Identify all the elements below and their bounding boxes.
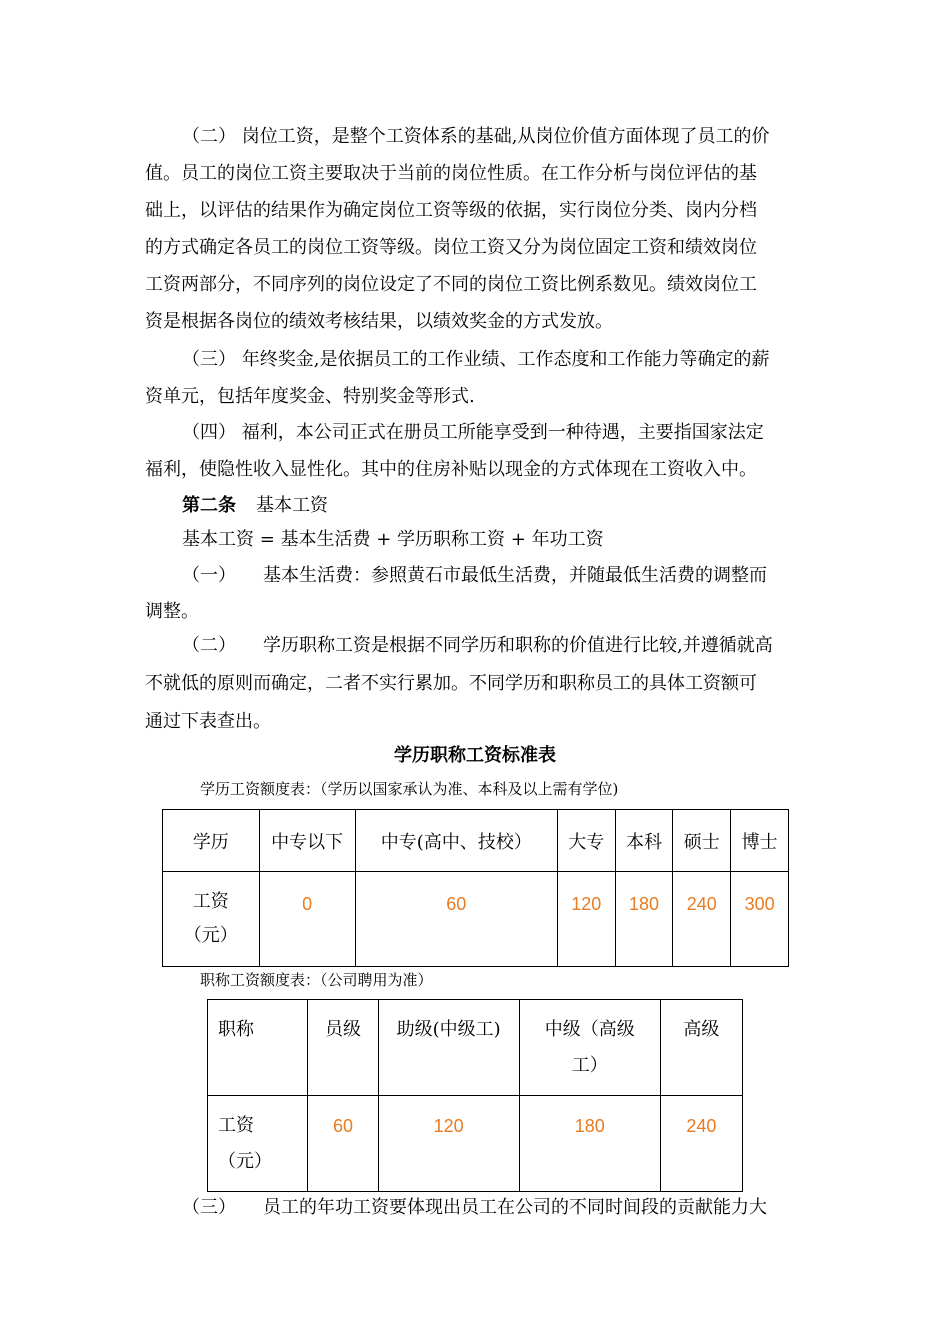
header-cell: 硕士: [673, 810, 731, 872]
table-title: 学历职称工资标准表: [394, 745, 556, 766]
value-cell: 0: [259, 872, 355, 967]
paragraph-line: 的方式确定各员工的岗位工资等级。岗位工资又分为岗位固定工资和绩效岗位: [145, 237, 757, 258]
value-cell: 180: [519, 1096, 660, 1192]
article-number: 第二条: [182, 495, 236, 516]
professional-title-salary-table: [207, 999, 743, 1192]
paragraph-line: 不就低的原则而确定，二者不实行累加。不同学历和职称员工的具体工资额可: [145, 673, 757, 694]
table-row: [163, 872, 789, 967]
header-cell: 中专(高中、技校）: [355, 810, 557, 872]
paragraph-line: （三） 员工的年功工资要体现出员工在公司的不同时间段的贡献能力大: [182, 1197, 767, 1218]
paragraph-line: 通过下表查出。: [145, 711, 271, 732]
paragraph-line: 资是根据各岗位的绩效考核结果，以绩效奖金的方式发放。: [145, 311, 613, 332]
value-cell: 180: [615, 872, 673, 967]
row-label: 工资: [218, 1115, 254, 1136]
paragraph-line: 调整。: [145, 601, 199, 622]
row-label: 工资: [192, 891, 229, 912]
value-cell: 60: [308, 1096, 378, 1192]
header-text: 中级（高级: [544, 1019, 635, 1040]
header-cell: 高级: [660, 1000, 742, 1096]
value-cell: 240: [660, 1096, 742, 1192]
value-cell: 300: [731, 872, 789, 967]
table-row: [208, 1000, 743, 1096]
header-cell: 中专以下: [259, 810, 355, 872]
edu-table-caption: 学历工资额度表：（学历以国家承认为准、本科及以上需有学位): [200, 780, 619, 798]
value-cell: 120: [557, 872, 615, 967]
paragraph-line: （二） 岗位工资，是整个工资体系的基础,从岗位价值方面体现了员工的价: [182, 126, 770, 147]
header-cell: 助级(中级工): [378, 1000, 519, 1096]
value-cell: 240: [673, 872, 731, 967]
header-cell: 本科: [615, 810, 673, 872]
paragraph-line: 福利，使隐性收入显性化。其中的住房补贴以现金的方式体现在工资收入中。: [145, 459, 757, 480]
header-text-continued: 工）: [571, 1055, 608, 1076]
row-label-unit: （元）: [218, 1151, 272, 1172]
header-cell: [519, 1000, 660, 1096]
paragraph-line: （四） 福利，本公司正式在册员工所能享受到一种待遇，主要指国家法定: [182, 422, 764, 443]
header-cell: 员级: [308, 1000, 378, 1096]
paragraph-line: 础上，以评估的结果作为确定岗位工资等级的依据，实行岗位分类、岗内分档: [145, 200, 757, 221]
value-cell: 60: [355, 872, 557, 967]
header-cell: 学历: [163, 810, 260, 872]
table-row: [208, 1096, 743, 1192]
article-title: 基本工资: [256, 495, 328, 516]
header-cell: 博士: [731, 810, 789, 872]
row-label-unit: （元）: [183, 925, 238, 946]
row-label-cell: [163, 872, 260, 967]
header-cell: 职称: [208, 1000, 308, 1096]
row-label-cell: [208, 1096, 308, 1192]
paragraph-line: 工资两部分，不同序列的岗位设定了不同的岗位工资比例系数见。绩效岗位工: [145, 274, 757, 295]
paragraph-line: （一） 基本生活费：参照黄石市最低生活费，并随最低生活费的调整而: [182, 565, 767, 586]
title-table-caption: 职称工资额度表：（公司聘用为准）: [200, 971, 433, 989]
paragraph-line: 资单元，包括年度奖金、特别奖金等形式.: [145, 386, 475, 407]
table-row: [163, 810, 789, 872]
article-heading: [182, 494, 815, 518]
header-cell: 大专: [557, 810, 615, 872]
value-cell: 120: [378, 1096, 519, 1192]
paragraph-line: 值。员工的岗位工资主要取决于当前的岗位性质。在工作分析与岗位评估的基: [145, 163, 757, 184]
salary-formula: 基本工资 = 基本生活费 + 学历职称工资 + 年功工资: [182, 529, 604, 550]
education-salary-table: [162, 809, 789, 967]
paragraph-line: （二） 学历职称工资是根据不同学历和职称的价值进行比较,并遵循就高: [182, 635, 773, 656]
paragraph-line: （三） 年终奖金,是依据员工的工作业绩、工作态度和工作能力等确定的薪: [182, 349, 770, 370]
